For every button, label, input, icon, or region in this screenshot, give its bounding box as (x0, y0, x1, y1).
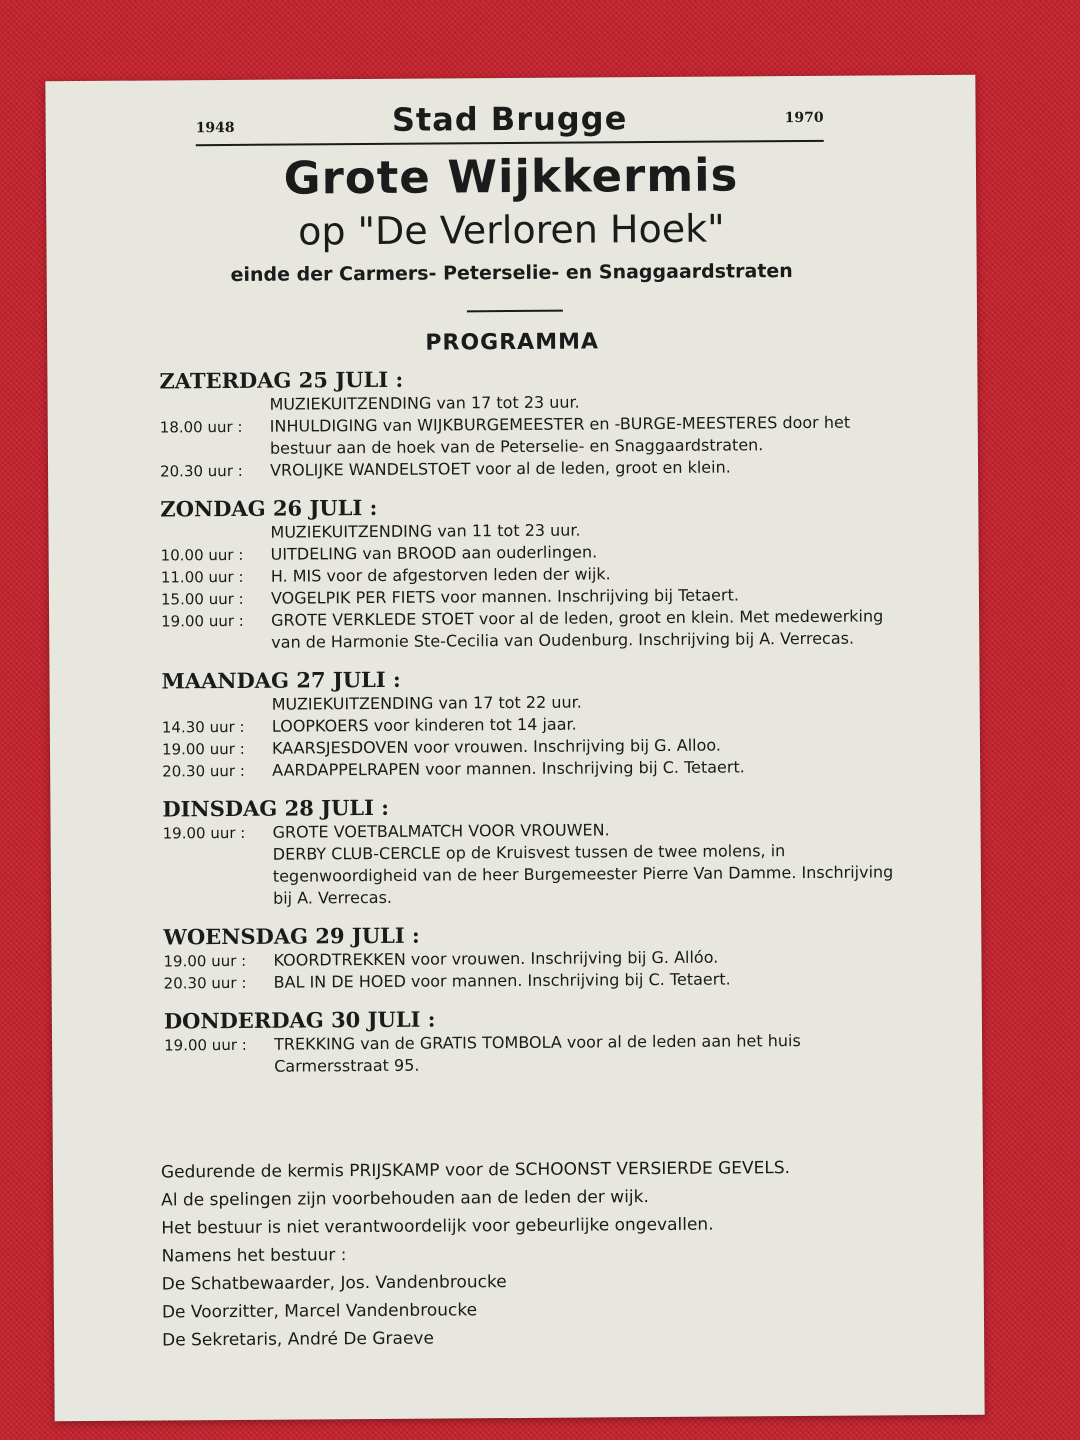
entry-time: 20.30 uur : (162, 761, 245, 781)
poster-title-line2: op "De Verloren Hoek" (297, 206, 725, 254)
entry-text: VOGELPIK PER FIETS voor mannen. Inschrijving bij Tetaert. (270, 585, 739, 608)
program-entry (162, 755, 897, 782)
note-line: De Voorzitter, Marcel Vandenbroucke (161, 1300, 478, 1323)
entry-text: KAARSJESDOVEN voor vrouwen. Inschrijving bij G. Alloo. (271, 735, 722, 758)
note-line: Gedurende de kermis PRIJSKAMP voor de SCHOONST VERSIERDE GEVELS. (160, 1158, 791, 1183)
entry-text: KOORDTREKKEN voor vrouwen. Inschrijving bij G. Allóo. (273, 947, 719, 970)
city-name: Stad Brugge (391, 99, 628, 139)
entry-time: 19.00 uur : (162, 823, 246, 843)
entry-time: 19.00 uur : (164, 1035, 247, 1055)
entry-time: 20.30 uur : (163, 973, 247, 993)
entry-time (160, 522, 270, 545)
note-line: Al de spelingen zijn voorbehouden aan de leden der wijk. (161, 1187, 649, 1211)
entry-text: MUZIEKUITZENDING van 11 tot 23 uur. (270, 520, 581, 542)
program-entry (160, 411, 895, 460)
entry-text: UITDELING van BROOD aan ouderlingen. (270, 542, 598, 564)
entry-text: DERBY CLUB-CERCLE op de Kruisvest tussen de twee molens, in tegenwoordigheid van de heer Burgemeester Pierre Van Damme. Inschrijving bij A. Verrecas. (272, 841, 894, 908)
program-entry (161, 605, 896, 654)
entry-time: 10.00 uur : (160, 545, 244, 565)
entry-time: 14.30 uur : (161, 717, 245, 737)
entry-time: 19.00 uur : (161, 611, 244, 631)
entry-text: VROLIJKE WANDELSTOET voor al de leden, groot en klein. (269, 457, 731, 480)
entry-time: 19.00 uur : (163, 951, 247, 971)
header-bar (195, 98, 823, 146)
day-title: DONDERDAG 30 JULI : (163, 1006, 436, 1034)
program-day (164, 1003, 899, 1078)
entry-time: 20.30 uur : (159, 461, 243, 481)
entry-text: INHULDIGING van WIJKBURGEMEESTER en -BURGE-MEESTERES door het bestuur aan de hoek van de Peterselie- en Snaggaardstraten. (269, 412, 851, 458)
program-list (159, 363, 899, 1092)
note-line: De Sekretaris, André De Graeve (162, 1328, 434, 1351)
year-start: 1948 (195, 119, 235, 137)
entry-time (160, 394, 270, 417)
day-title: MAANDAG 27 JULI : (161, 666, 401, 694)
note-line: Namens het bestuur : (161, 1245, 347, 1267)
entry-text: MUZIEKUITZENDING van 17 tot 22 uur. (271, 692, 582, 714)
closing-notes (161, 1153, 922, 1354)
note-line: De Schatbewaarder, Jos. Vandenbroucke (161, 1272, 507, 1295)
entry-text: TREKKING van de GRATIS TOMBOLA voor al de leden aan het huis Carmersstraat 95. (273, 1031, 801, 1076)
programma-heading: PROGRAMMA (425, 329, 600, 356)
program-entry (160, 455, 895, 482)
entry-text: GROTE VOETBALMATCH VOOR VROUWEN. (272, 820, 610, 842)
entry-text: MUZIEKUITZENDING van 17 tot 23 uur. (269, 392, 580, 414)
entry-time: 11.00 uur : (160, 567, 244, 587)
entry-time (162, 694, 272, 717)
year-end: 1970 (784, 109, 824, 127)
entry-time: 19.00 uur : (161, 739, 245, 759)
program-day (163, 919, 898, 994)
program-entry (164, 967, 899, 994)
poster-sheet (45, 75, 984, 1421)
entry-text: LOOPKOERS voor kinderen tot 14 jaar. (271, 714, 577, 736)
poster-subtitle: einde der Carmers- Peterselie- en Snaggaardstraten (230, 260, 793, 286)
program-day (162, 791, 898, 910)
entry-time: 15.00 uur : (160, 589, 244, 609)
entry-time: 18.00 uur : (159, 417, 243, 437)
day-title: ZATERDAG 25 JULI : (159, 366, 404, 394)
note-line: Het bestuur is niet verantwoordelijk voor gebeurlijke ongevallen. (161, 1214, 714, 1239)
program-entry (163, 839, 898, 910)
divider-rule (467, 310, 563, 313)
day-title: ZONDAG 26 JULI : (160, 494, 378, 522)
day-title: WOENSDAG 29 JULI : (163, 922, 420, 950)
entry-time (163, 844, 273, 911)
entry-text: AARDAPPELRAPEN voor mannen. Inschrijving bij C. Tetaert. (272, 757, 745, 780)
entry-text: BAL IN DE HOED voor mannen. Inschrijving bij C. Tetaert. (273, 969, 731, 992)
program-day (159, 363, 895, 482)
poster-title: Grote Wijkkermis (283, 148, 739, 205)
program-entry (164, 1029, 899, 1078)
entry-text: GROTE VERKLEDE STOET voor al de leden, groot en klein. Met medewerking van de Harmonie Ste-Cecilia van Oudenburg. Inschrijving bij A. Verrecas. (271, 606, 884, 652)
day-title: DINSDAG 28 JULI : (162, 794, 390, 822)
program-day (161, 663, 897, 782)
program-day (160, 491, 896, 654)
entry-text: H. MIS voor de afgestorven leden der wijk. (270, 564, 611, 586)
